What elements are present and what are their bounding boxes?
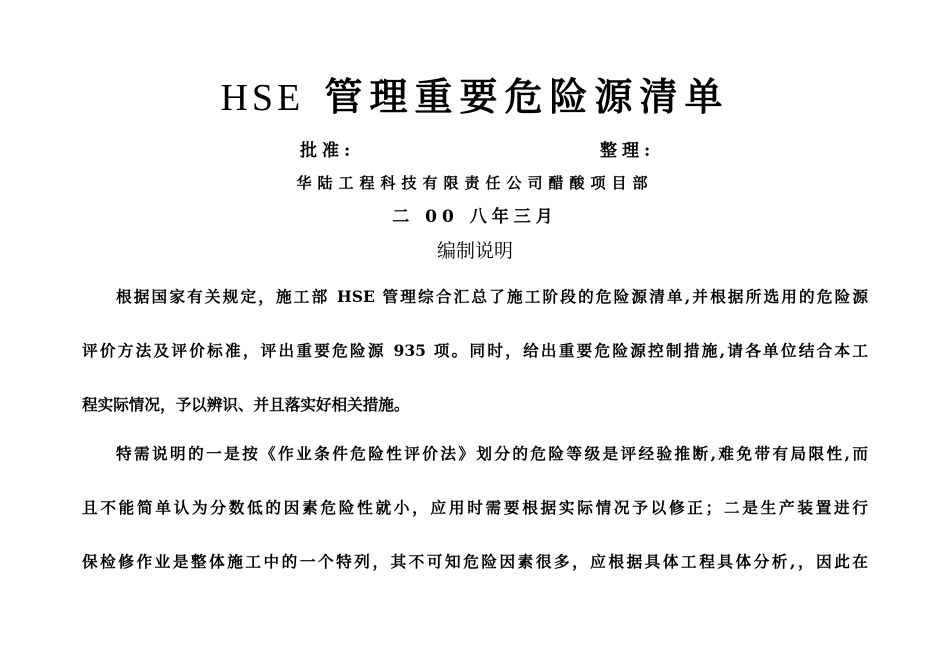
paragraph-line: 评价方法及评价标准，评出重要危险源 935 项。同时，给出重要危险源控制措施,请各单位结合本工 xyxy=(82,341,868,360)
paragraph-2 xyxy=(82,427,868,589)
paragraph-line: 特需说明的一是按《作业条件危险性评价法》划分的危险等级是评经验推断,难免带有局限性,而 xyxy=(116,444,868,463)
paragraph-line: 且不能简单认为分数低的因素危险性就小，应用时需要根据实际情况予以修正；二是生产装置进行 xyxy=(82,498,868,517)
document-title xyxy=(0,72,950,123)
approval-row xyxy=(0,136,950,160)
paragraph-line: 程实际情况，予以辨识、并且落实好相关措施。 xyxy=(82,395,410,414)
document-date: 二 00 八年三月 xyxy=(392,207,558,227)
document-title-cjk: 管理重要危险源清单 xyxy=(324,74,730,119)
section-heading: 编制说明 xyxy=(436,240,513,262)
paragraph-line: 保检修作业是整体施工中的一个特列，其不可知危险因素很多，应根据具体工程具体分析,，因此在 xyxy=(82,552,868,571)
company-name: 华陆工程科技有限责任公司醋酸项目部 xyxy=(296,174,654,192)
document-title-latin: HSE xyxy=(220,77,305,119)
paragraph-line: 根据国家有关规定，施工部 HSE 管理综合汇总了施工阶段的危险源清单,并根据所选用的危险源 xyxy=(116,287,868,306)
approve-label: 批准: xyxy=(300,141,356,161)
paragraph-1 xyxy=(82,270,868,432)
compile-label: 整理: xyxy=(600,141,656,161)
